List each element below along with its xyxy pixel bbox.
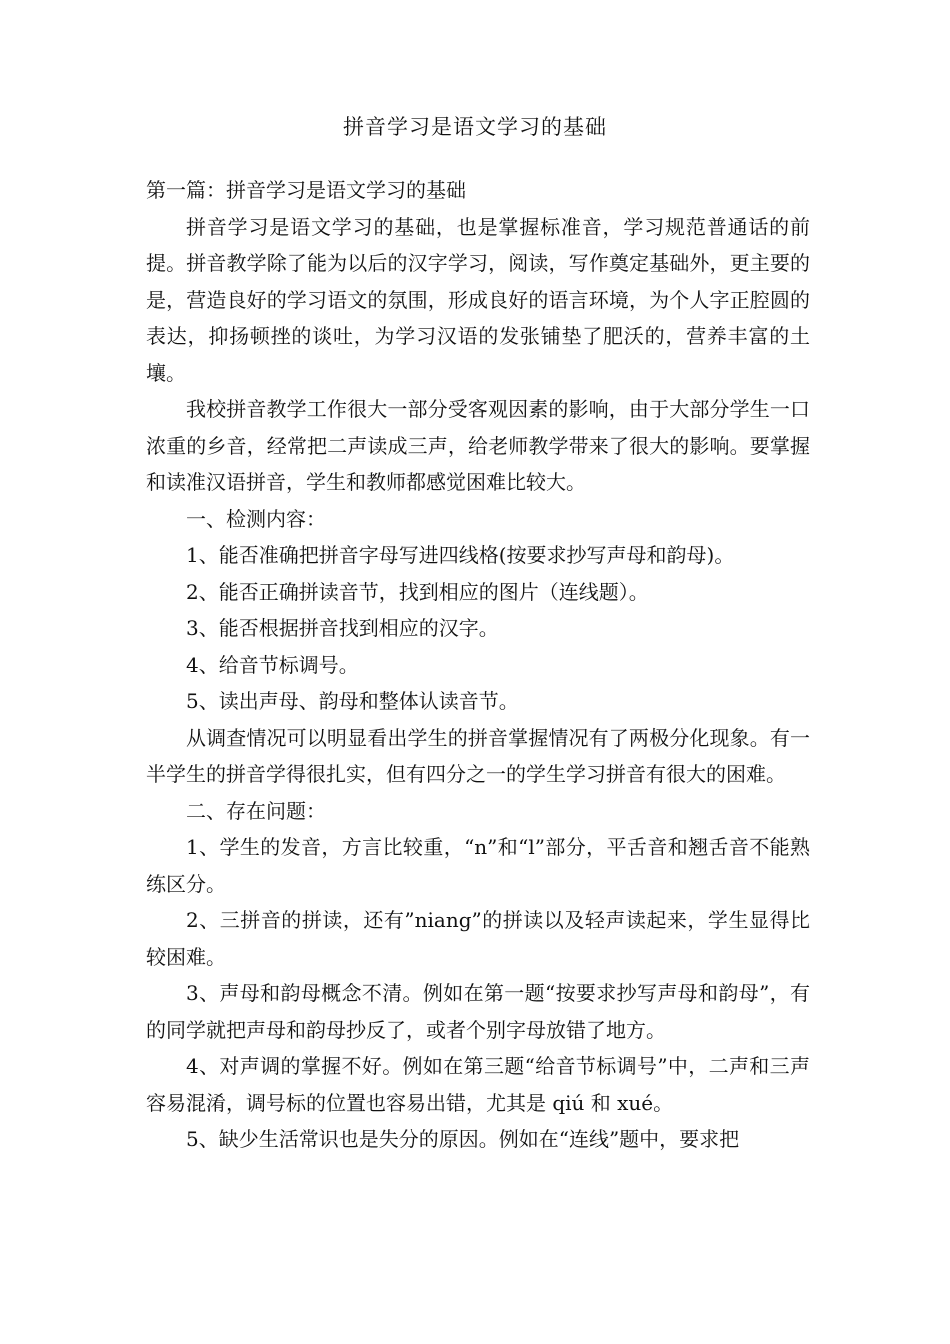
paragraph: 我校拼音教学工作很大一部分受客观因素的影响，由于大部分学生一口浓重的乡音，经常把二声读成三声，给老师教学带来了很大的影响。要掌握和读准汉语拼音，学生和教师都感觉困难比较大。 (146, 397, 810, 494)
list-item: 1、能否准确把拼音字母写进四线格(按要求抄写声母和韵母)。 (186, 543, 735, 567)
list-item: 2、三拼音的拼读，还有”niang”的拼读以及轻声读起来，学生显得比较困难。 (146, 908, 810, 969)
section-heading-detection: 一、检测内容： (186, 506, 326, 531)
paragraph: 拼音学习是语文学习的基础，也是掌握标准音，学习规范普通话的前提。拼音教学除了能为以后的汉字学习，阅读，写作奠定基础外，更主要的是，营造良好的学习语文的氛围，形成良好的语言环境，为个人字正腔圆的表达，抑扬顿挫的谈吐，为学习汉语的发张铺垫了肥沃的，营养丰富的土壤。 (146, 214, 810, 385)
section-heading: 第一篇：拼音学习是语文学习的基础 (146, 178, 466, 202)
list-item: 4、给音节标调号。 (186, 652, 359, 677)
paragraph: 从调查情况可以明显看出学生的拼音掌握情况有了两极分化现象。有一半学生的拼音学得很扎实，但有四分之一的学生学习拼音有很大的困难。 (146, 725, 810, 786)
document-body (146, 172, 810, 1158)
list-item: 3、声母和韵母概念不清。例如在第一题“按要求抄写声母和韵母”，有的同学就把声母和韵母抄反了，或者个别字母放错了地方。 (146, 981, 810, 1042)
list-item: 2、能否正确拼读音节，找到相应的图片（连线题）。 (186, 579, 649, 604)
document-title: 拼音学习是语文学习的基础 (343, 115, 607, 139)
list-item: 5、读出声母、韵母和整体认读音节。 (186, 689, 519, 713)
section-heading-problems: 二、存在问题： (186, 798, 326, 823)
list-item: 4、对声调的掌握不好。例如在第三题“给音节标调号”中，二声和三声容易混淆，调号标的位置也容易出错，尤其是 qiú 和 xué。 (146, 1054, 810, 1115)
list-item: 5、缺少生活常识也是失分的原因。例如在“连线”题中，要求把 (186, 1127, 740, 1151)
list-item: 1、学生的发音，方言比较重，“n”和“l”部分，平舌音和翘舌音不能熟练区分。 (146, 835, 810, 896)
list-item: 3、能否根据拼音找到相应的汉字。 (186, 616, 499, 640)
